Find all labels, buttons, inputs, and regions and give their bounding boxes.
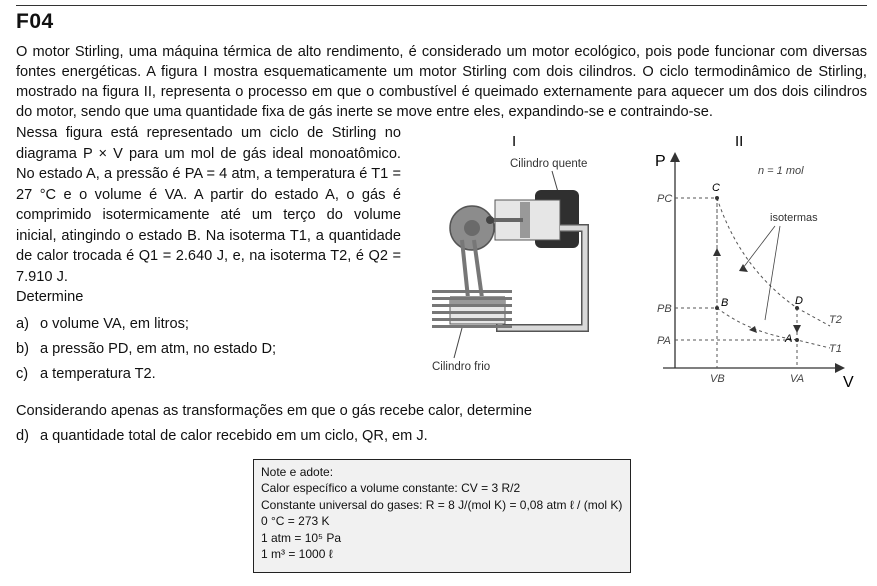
intro-sentence: O ciclo termodinâmico de Stirling, mostrado na figura II, representa o processo em que o combustível é queimado externamente para aquecer um dos dois cilindros do motor, sendo que uma quantidade fixa de gás inerte se move entre eles, expandindo-se e contraindo-se. <box>16 64 867 120</box>
note-line: Constante universal do gases: R = 8 J/(mol K) = 0,08 atm ℓ / (mol K) <box>261 497 623 512</box>
curve-t2-label: T2 <box>829 314 842 326</box>
item-text: a pressão PD, em atm, no estado D; <box>40 341 277 357</box>
item-d <box>16 428 428 444</box>
isotherm-pointer-1 <box>743 226 775 268</box>
intro-sentence: A figura I mostra esquematicamente um motor Stirling com dois cilindros. <box>146 64 637 80</box>
isotherm-label: isotermas <box>770 212 818 224</box>
question-number: F04 <box>16 10 54 33</box>
problem-statement <box>16 123 401 308</box>
point-a <box>795 338 799 342</box>
statement-sentence: Na isoterma T1, a quantidade de calor trocada é Q1 = 2.640 J, e, na isoterma T2, é Q2 = 7.910 J. <box>16 227 401 285</box>
arrow-d-to-a <box>793 325 801 333</box>
consider-sentence: Considerando apenas as transformações em que o gás recebe calor, determine <box>16 403 532 419</box>
point-d-label: D <box>795 295 803 307</box>
crank-pin <box>486 216 494 224</box>
hot-cylinder-pointer <box>552 171 558 192</box>
point-c-label: C <box>712 182 720 194</box>
point-a-label: A <box>785 333 793 345</box>
note-line: 1 m³ = 1000 ℓ <box>261 547 333 562</box>
item-a <box>16 316 189 332</box>
cold-cylinder-label: Cilindro frio <box>432 361 491 373</box>
v-axis-arrow <box>835 363 845 373</box>
top-rule <box>16 5 867 6</box>
statement-sentence: A partir do estado A, o gás é comprimido isotermicamente até um terço do volume inicial, atingindo o estado B. <box>16 186 402 244</box>
tick-pa: PA <box>657 335 671 347</box>
item-label: d) <box>16 428 29 444</box>
tick-vb: VB <box>710 373 725 385</box>
item-label: c) <box>16 366 29 382</box>
item-b <box>16 341 276 357</box>
p-axis-label: P <box>655 153 666 170</box>
n-label: n = 1 mol <box>758 165 804 177</box>
note-line: 1 atm = 10⁵ Pa <box>261 530 342 545</box>
p-axis-arrow <box>670 152 680 162</box>
arrow-b-to-c <box>713 248 721 256</box>
cold-cylinder-pointer <box>454 328 462 358</box>
point-c <box>715 196 719 200</box>
item-text: a quantidade total de calor recebido em um ciclo, QR, em J. <box>40 428 428 444</box>
curve-t1-label: T1 <box>829 343 842 355</box>
note-line: Calor específico a volume constante: CV = 3 R/2 <box>261 481 521 496</box>
tick-pc: PC <box>657 193 673 205</box>
note-line: 0 °C = 273 K <box>261 514 330 529</box>
intro-paragraph <box>16 42 867 122</box>
point-b <box>715 306 719 310</box>
figure2-label: II <box>735 133 744 150</box>
item-text: a temperatura T2. <box>40 366 156 382</box>
determine-label: Determine <box>16 289 84 305</box>
tick-pb: PB <box>657 303 672 315</box>
tick-va: VA <box>790 373 805 385</box>
figure-stirling-engine <box>420 128 610 378</box>
statement-sentence: No estado A, a pressão é PA = 4 atm, a temperatura é T1 = 27 °C e o volume é VA. <box>16 166 401 203</box>
figure-pv-diagram <box>615 128 860 393</box>
isotherm-pointer-2 <box>765 226 780 320</box>
statement-sentence: Nessa figura está representado um ciclo de Stirling no diagrama P × V para um mol de gás ideal monoatômico. <box>16 125 401 162</box>
flywheel-hub <box>464 220 480 236</box>
figure1-label: I <box>512 133 517 150</box>
item-text: o volume VA, em litros; <box>40 316 189 332</box>
point-b-label: B <box>721 297 729 309</box>
note-box <box>253 459 631 573</box>
v-axis-label: V <box>843 374 854 391</box>
intro-sentence: O motor Stirling, uma máquina térmica de alto rendimento, é considerado um motor ecológico, pois pode funcionar com diversas fontes energéticas. <box>16 44 867 80</box>
item-label: b) <box>16 341 29 357</box>
item-c <box>16 366 156 382</box>
isotherm-t1-curve <box>717 308 830 348</box>
note-title: Note e adote: <box>261 465 334 479</box>
hot-cylinder-label: Cilindro quente <box>510 158 588 170</box>
item-label: a) <box>16 316 29 332</box>
